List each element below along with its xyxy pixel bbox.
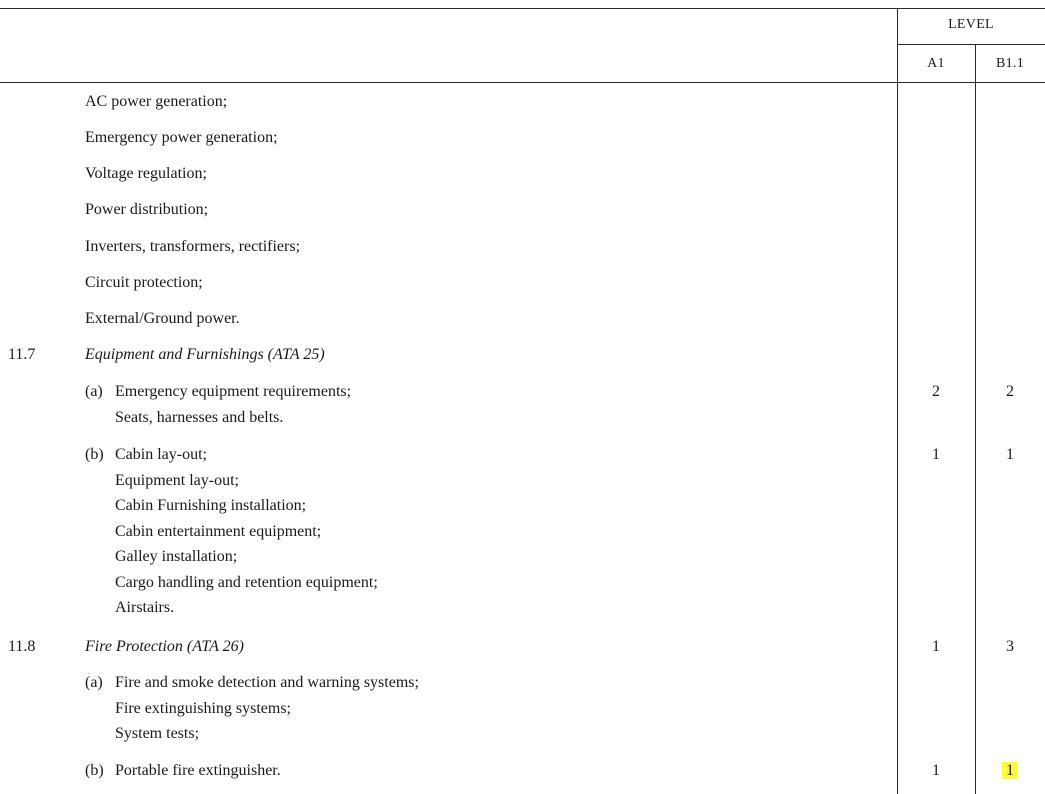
item-line: Portable fire extinguisher. — [115, 762, 281, 779]
row-emergency-power-generation: Emergency power generation; — [85, 129, 278, 146]
level-a1-value: 2 — [932, 383, 940, 400]
item-text-block — [115, 670, 419, 747]
item-line: Cargo handling and retention equipment; — [115, 573, 378, 591]
highlighted-level-value: 1 — [1002, 762, 1018, 779]
item-line: Airstairs. — [115, 599, 175, 616]
section-number: 11.8 — [8, 638, 36, 655]
top-rule — [0, 8, 1045, 9]
row-external-ground-power: External/Ground power. — [85, 310, 240, 327]
level-b11-value-cell — [975, 758, 1045, 784]
item-line: Equipment lay-out; — [115, 471, 239, 489]
row-circuit-protection: Circuit protection; — [85, 274, 203, 291]
row-power-distribution: Power distribution; — [85, 201, 209, 218]
row-voltage-regulation: Voltage regulation; — [85, 165, 207, 182]
a1-b11-divider — [975, 44, 976, 794]
row-ac-power-generation: AC power generation; — [85, 93, 228, 110]
item-text-block — [115, 379, 351, 430]
header-subrule — [897, 44, 1045, 45]
item-line: Emergency equipment requirements; — [115, 383, 352, 400]
item-marker: (b) — [85, 446, 104, 463]
item-line: System tests; — [115, 725, 200, 742]
item-line: Fire extinguishing systems; — [115, 699, 291, 717]
header-bottom-rule — [0, 82, 1045, 83]
section-title: Equipment and Furnishings (ATA 25) — [85, 346, 325, 363]
item-text-block — [115, 442, 378, 621]
column-header-a1: A1 — [927, 56, 945, 71]
level-a1-value: 1 — [932, 762, 940, 779]
item-line: Cabin entertainment equipment; — [115, 522, 322, 540]
item-line: Fire and smoke detection and warning systems; — [115, 674, 419, 691]
section-number: 11.7 — [8, 346, 36, 363]
level-b11-value: 1 — [1006, 446, 1014, 463]
level-b11-value: 2 — [1006, 383, 1014, 400]
level-a1-value: 1 — [932, 446, 940, 463]
level-a1-value: 1 — [932, 638, 940, 655]
item-marker: (a) — [85, 674, 103, 691]
row-inverters: Inverters, transformers, rectifiers; — [85, 238, 301, 255]
item-line: Galley installation; — [115, 548, 238, 565]
item-line: Seats, harnesses and belts. — [115, 408, 284, 426]
level-header: LEVEL — [948, 17, 994, 32]
column-header-b11: B1.1 — [995, 56, 1025, 71]
item-marker: (b) — [85, 762, 104, 779]
item-line: Cabin lay-out; — [115, 446, 207, 463]
item-line: Cabin Furnishing installation; — [115, 497, 307, 514]
item-marker: (a) — [85, 383, 103, 400]
level-b11-value: 3 — [1006, 638, 1014, 655]
section-title: Fire Protection (ATA 26) — [85, 638, 244, 655]
